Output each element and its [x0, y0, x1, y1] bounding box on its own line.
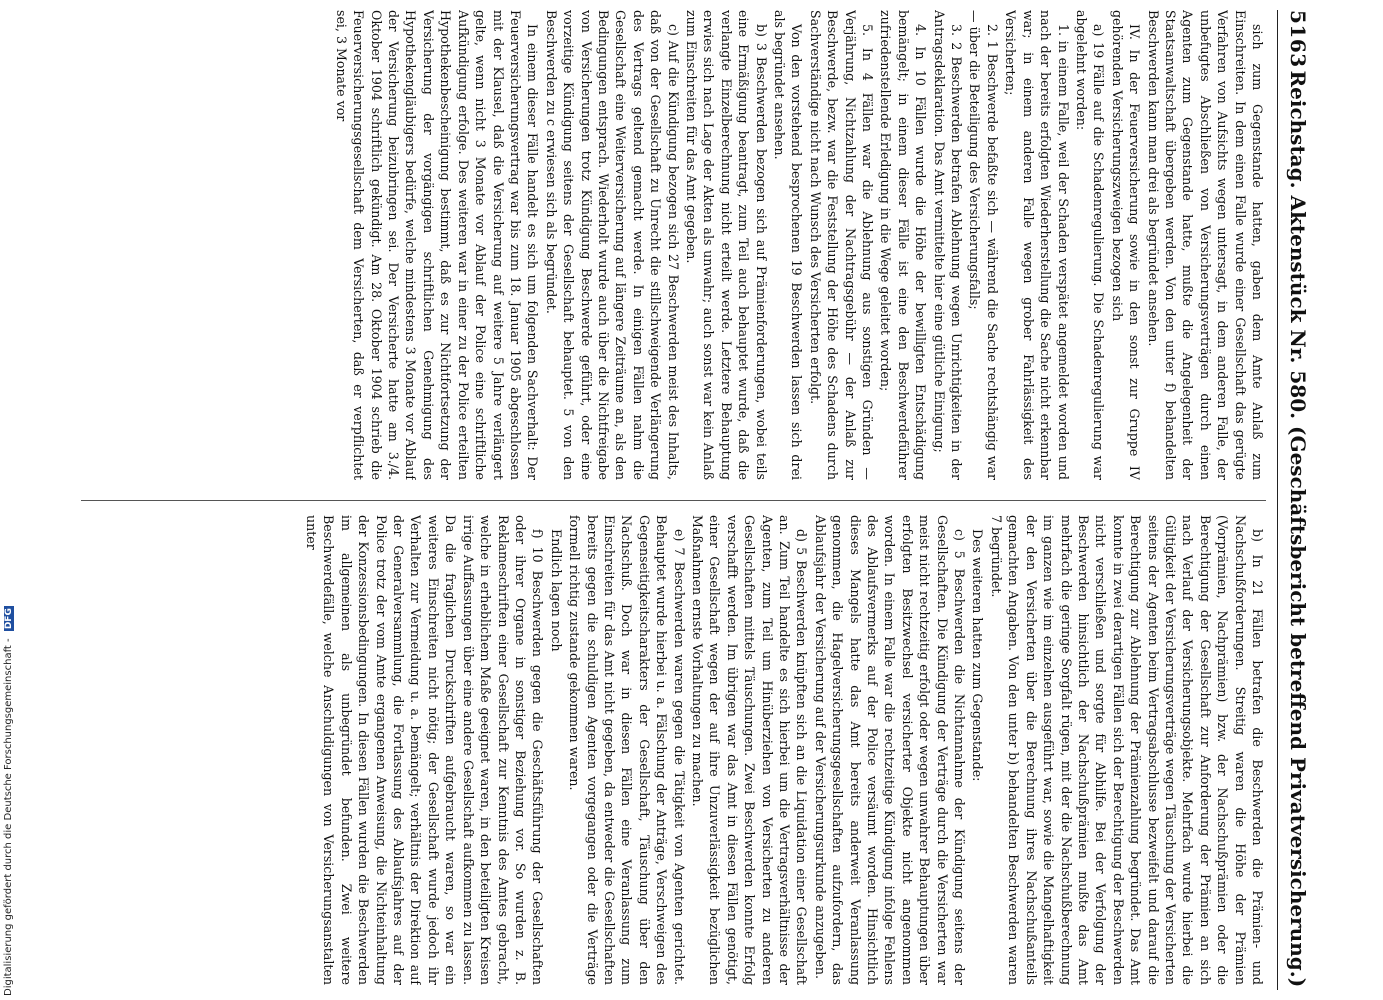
- page-number: 5163: [1286, 10, 1310, 68]
- text-column-right: [76, 515, 1266, 985]
- paragraph: IV. In der Feuerversicherung sowie in den sonst zur Gruppe IV gehörenden Versicherungszweigen bezogen sich: [1109, 10, 1143, 480]
- paragraph: 1. in einem Falle, weil der Schaden verspätet angemeldet worden und nach der bereits erfolgten Wiederherstellung die Sache nicht erkennbar war; in einem anderen Falle wegen grober Fahrlässigkeit des Versicherten;: [1003, 10, 1071, 480]
- paragraph: 4. In 10 Fällen wurde die Höhe der bewilligten Entschädigung bemängelt; in einem dieser Fälle ist eine den Beschwerdeführer zufriedenstellende Erledigung in die Wege geleitet worden;: [878, 10, 929, 480]
- paragraph: c) Auf die Kündigung bezogen sich 27 Beschwerden meist des Inhalts, daß von der Gesellschaft zu Unrecht die stillschweigende Verlängerung des Vertrags geltend gemacht werde. In einigen Fällen nahm die Gesellschaft eine Weiterversicherung auf längere Zeiträume an, als den Bedingungen entsprach. Wiederholt wurde auch über die Nichtfreigabe von Versicherungen trotz Kündigung Beschwerde geführt, oder eine vorzeitige Kündigung seitens der Gesellschaft behauptet. 5 von den Beschwerden zu c erwiesen sich als begründet.: [543, 10, 681, 480]
- paragraph: Von den vorstehend besprochenen 19 Beschwerden lassen sich drei als begründet ansehen.: [772, 10, 805, 480]
- paragraph: Des weiteren hatten zum Gegenstande:: [970, 529, 986, 782]
- page-header: [1277, 10, 1318, 990]
- digitization-note-text: Digitalisierung gefördert durch die Deutsche Forschungsgemeinschaft -: [3, 638, 14, 996]
- paragraph: a) 19 Fälle auf die Schadenregulierung. Die Schadenregulierung war abgelehnt worden:: [1073, 10, 1107, 480]
- paragraph: In einem dieser Fälle handelt es sich um folgenden Sachverhalt: Der Feuerversicherungsvertrag war bis zum 18. Januar 1905 abgeschlossen mit der Klausel, daß die Versicherung auf weitere 5 Jahre verlängert gelte, wenn nicht 3 Monate vor Ablauf der Police eine schriftliche Aufkündigung erfolge. Des weiteren war in einer zu der Police erteilten Hypothekenbescheinigung bestimmt, daß es zur Nichtfortsetzung der Versicherung der vorgängigen schriftlichen Genehmigung des Hypothekengläubigers bedürfe, welche mindestens 3 Monate vor Ablauf der Versicherung beizubringen sei. Der Versicherte hatte am 3./4. Oktober 1904 schriftlich gekündigt. Am 28. Oktober 1904 schrieb die Feuerversicherungsgesellschaft dem Versicherten, daß er verpflichtet sei, 3 Monate vor: [333, 10, 541, 480]
- paragraph: b) 3 Beschwerden bezogen sich auf Prämienforderungen, wobei teils eine Ermäßigung beantragt, zum Teil auch behauptet wurde, daß die verlangte Einzelberechnung nicht erteilt werde. Letztere Behauptung erwies sich nach Lage der Akten als unwahr; auch sonst war kein Anlaß zum Einschreiten für das Amt gegeben.: [684, 10, 769, 480]
- paragraph: Endlich lagen noch: [548, 529, 564, 652]
- paragraph: f) 10 Beschwerden gegen die Geschäftsführung der Gesellschaften oder ihrer Organe in sonstiger Beziehung vor. So wurden z. B. Reklameschriften einer Gesellschaft zur Kenntnis des Amtes gebracht, welche in erheblichem Maße geeignet waren, in den beteiligten Kreisen irrige Auffassungen über eine andere Gesellschaft aufkommen zu lassen. Da die fraglichen Druckschriften aufgebraucht waren, so war ein weiteres Einschreiten nicht nötig; der Gesellschaft wurde jedoch ihr Verhalten zur Vermeidung u. a. bemängelt; verhältnis der Direktion auf der Generalversammlung, die Fortlassung des Ablaufsjahres auf der Police trotz der vom Amte ergangenen Anweisung, die Nichteinhaltung der Konzessionsbedingungen. In diesen Fällen wurden die Beschwerden im allgemeinen als unbegründet befunden. Zwei weitere Beschwerdefälle, welche Anschuldigungen von Versicherungsanstalten unter: [304, 515, 546, 985]
- paragraph: 3. 2 Beschwerden betrafen Ablehnung wegen Unrichtigkeiten in der Antragsdeklaration. Das Amt vermittelte hier eine gütliche Einigung;: [931, 10, 965, 480]
- paragraph: d) 5 Beschwerden knüpften sich an die Liquidation einer Gesellschaft an. Zum Teil handelte es sich hierbei um die Vertragsverhältnisse der Agenten, zum Teil um Hinüberziehen von Versicherten zu anderen Gesellschaften mittels Täuschungen. Zwei Beschwerden konnte Erfolg verschafft werden. Im übrigen war das Amt in diesen Fällen genötigt, einer Gesellschaft wegen der auf ihre Unzuverlässigkeit bezüglichen Maßnahmen ernste Vorhaltungen zu machen.: [690, 515, 810, 985]
- paragraph: c) 5 Beschwerden die Nichtannahme der Kündigung seitens der Gesellschaften. Die Kündigung der Verträge durch die Versicherten war meist nicht rechtzeitig erfolgt oder wegen unwahrer Behauptungen über erfolgten Besitzwechsel versicherter Objekte nicht angenommen worden. In einem Falle war die rechtzeitige Kündigung infolge Fehlens des Ablaufsvermerks auf der Police versäumt worden. Hinsichtlich dieses Mangels hatte das Amt bereits anderweit Veranlassung genommen, die Hagelversicherungsgesellschaften aufzufordern, das Ablaufsjahr der Versicherung auf der Versicherungsurkunde anzugeben.: [812, 515, 968, 985]
- paragraph: 2. 1 Beschwerde befaßte sich — während die Sache rechtshängig war — über die Beteiligung des Versicherungsfalls;: [967, 10, 1000, 480]
- running-title: Reichstag. Aktenstück Nr. 580. (Geschäftsbericht betreffend Privatversicherung.): [1286, 70, 1310, 988]
- digitization-note: [3, 606, 14, 996]
- paragraph: b) In 21 Fällen betrafen die Beschwerden die Prämien- und Nachschußforderungen. Streitig waren die Höhe der Prämien (Vorprämien, Nachprämien) bzw. der Nachschußprämien oder die Berechtigung der Gesellschaft zur Anforderung der Prämien an sich nach Verlauf der Versicherungsobjekte. Mehrfach wurde hierbei die Gültigkeit der Versicherungsverträge wegen Täuschung der Versicherten seitens der Agenten beim Vertragsabschlusse bezweifelt und darauf die Berechtigung zur Ablehnung der Prämienzahlung begründet. Das Amt konnte in zwei derartigen Fällen sich der Berechtigung der Beschwerden nicht verschließen und sorgte für Abhilfe. Bei der Verfolgung der Beschwerden hinsichtlich der Nachschußprämien mußte das Amt mehrfach die geringe Sorgfalt rügen, mit der die Nachschußberechnung im ganzen wie im einzelnen ausgeführt war, sowie die Mangelhaftigkeit der den Versicherten über die Berechnung ihres Nachschußanteils gemachten Angaben. Von den unter b) behandelten Beschwerden waren 7 begründet.: [988, 515, 1265, 985]
- paragraph: e) 7 Beschwerden waren gegen die Tätigkeit von Agenten gerichtet. Behauptet wurde hierbei u. a. Fälschung der Anträge, Verschweigen des Gegenseitigkeitscharakters der Gesellschaft, Täuschung über den Nachschuß. Doch war in diesen Fällen eine Veranlassung zum Einschreiten für das Amt nicht gegeben, da entweder die Gesellschaften bereits gegen die schuldigen Agenten vorgegangen oder die Verträge formell richtig zustande gekommen waren.: [567, 515, 687, 985]
- dfg-logo: DFG: [4, 608, 14, 630]
- paragraph: sich zum Gegenstande hatten, gaben dem Amte Anlaß zum Einschreiten. In dem einen Falle wurde einer Gesellschaft das gerügte Verfahren von Aufsichts wegen untersagt, in dem anderen Falle, der unbefugtes Abschließen von Versicherungsverträgen durch einen Agenten zum Gegenstande hatte, mußte die Angelegenheit der Staatsanwaltschaft übergeben werden. Von den unter f) behandelten Beschwerden kann man drei als begründet ansehen.: [1145, 10, 1265, 480]
- text-column-left: [76, 10, 1266, 480]
- column-divider: [81, 500, 1266, 501]
- rotated-page-content: [68, 10, 1318, 990]
- paragraph: 5. In 4 Fällen war die Ablehnung aus sonstigen Gründen — Verjährung, Nichtzahlung der Nachtragsgebühr — der Anlaß zur Beschwerde, bezw. war die Feststellung der Höhe des Schadens durch Sachverständige nicht nach Wunsch des Versicherten erfolgt.: [807, 10, 876, 480]
